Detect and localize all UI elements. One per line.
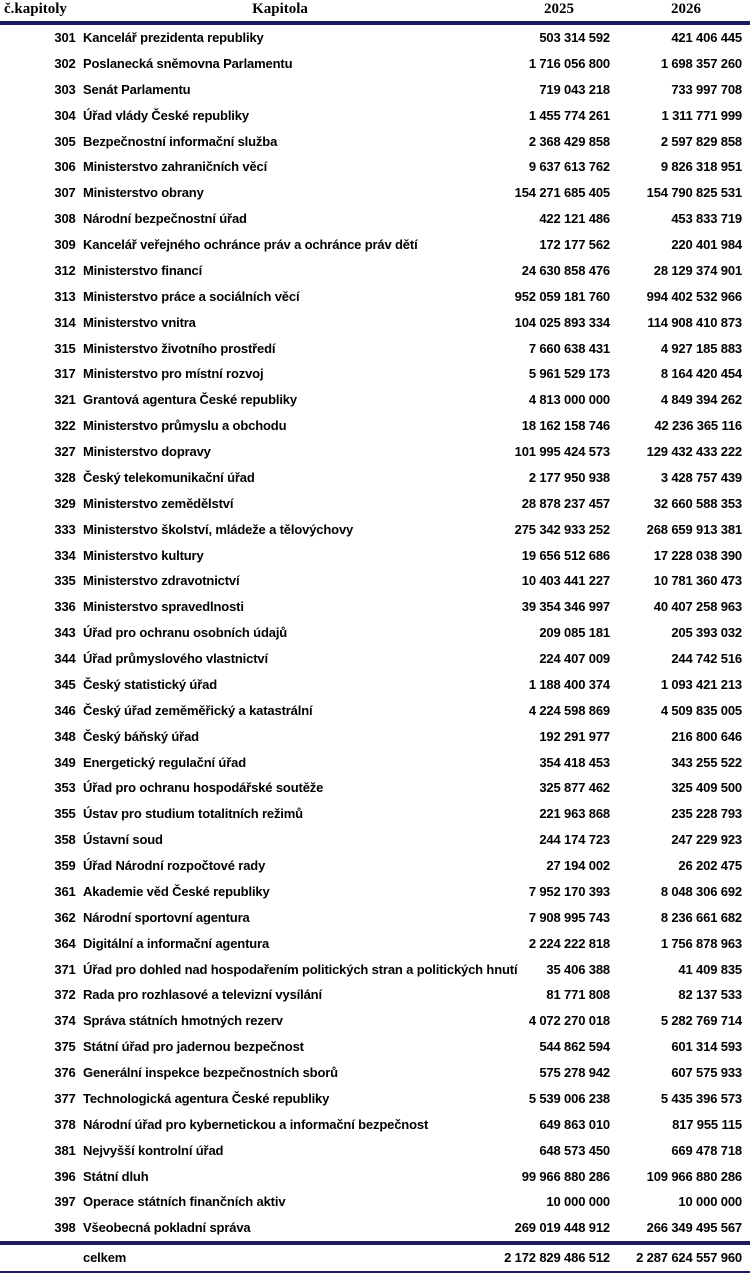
value-2025: 28 878 237 457 bbox=[521, 495, 610, 511]
table-row bbox=[0, 1112, 750, 1138]
chapter-number: 301 bbox=[54, 30, 76, 45]
value-2026: 205 393 032 bbox=[671, 625, 742, 641]
chapter-name: Ministerstvo dopravy bbox=[83, 444, 211, 459]
chapter-name: Ministerstvo vnitra bbox=[83, 314, 196, 330]
table-row bbox=[0, 853, 750, 879]
table-row bbox=[0, 517, 750, 543]
value-2025: 9 637 613 762 bbox=[528, 159, 610, 175]
chapter-number: 371 bbox=[54, 961, 76, 977]
value-2025: 503 314 592 bbox=[539, 30, 610, 45]
value-2026: 1 311 771 999 bbox=[661, 107, 742, 123]
chapter-name: Ministerstvo školství, mládeže a tělovýchovy bbox=[83, 521, 354, 537]
value-2025: 209 085 181 bbox=[539, 625, 610, 641]
chapter-number: 378 bbox=[54, 1116, 76, 1132]
value-2026: 2 597 829 858 bbox=[660, 133, 742, 149]
value-2025: 5 539 006 238 bbox=[528, 1090, 610, 1106]
value-2026: 28 129 374 901 bbox=[653, 262, 742, 278]
table-row bbox=[0, 620, 750, 646]
table-row bbox=[0, 1138, 750, 1164]
table-row bbox=[0, 258, 750, 284]
table-row bbox=[0, 543, 750, 569]
chapter-number: 304 bbox=[54, 107, 76, 123]
table-row bbox=[0, 465, 750, 491]
chapter-number: 359 bbox=[54, 858, 76, 873]
chapter-number: 346 bbox=[54, 702, 76, 718]
value-2026: 601 314 593 bbox=[671, 1039, 742, 1055]
table-row bbox=[0, 1034, 750, 1060]
table-row bbox=[0, 361, 750, 387]
table-row bbox=[0, 724, 750, 750]
value-2026: 4 927 185 883 bbox=[660, 340, 742, 356]
chapter-number: 329 bbox=[54, 495, 76, 511]
table-row bbox=[0, 387, 750, 413]
value-2026: 109 966 880 286 bbox=[646, 1168, 742, 1184]
table-row bbox=[0, 491, 750, 517]
chapter-name: Úřad pro dohled nad hospodařením politických stran a politických hnutí bbox=[83, 961, 518, 977]
chapter-number: 343 bbox=[54, 625, 76, 641]
value-2025: 19 656 512 686 bbox=[521, 547, 610, 563]
chapter-name: Ministerstvo zahraničních věcí bbox=[83, 159, 268, 175]
total-value-2026: 2 287 624 557 960 bbox=[636, 1250, 742, 1266]
chapter-number: 312 bbox=[54, 262, 76, 278]
chapter-name: Senát Parlamentu bbox=[83, 81, 191, 97]
value-2026: 129 432 433 222 bbox=[646, 444, 742, 459]
chapter-number: 377 bbox=[54, 1090, 76, 1106]
value-2026: 421 406 445 bbox=[671, 30, 742, 45]
table-row bbox=[0, 931, 750, 957]
table-row bbox=[0, 594, 750, 620]
table-row bbox=[0, 336, 750, 362]
value-2025: 2 368 429 858 bbox=[528, 133, 610, 149]
chapter-name: Ministerstvo pro místní rozvoj bbox=[83, 366, 264, 382]
table-row bbox=[0, 180, 750, 206]
chapter-name: Poslanecká sněmovna Parlamentu bbox=[83, 55, 293, 71]
chapter-name: Generální inspekce bezpečnostních sborů bbox=[83, 1065, 338, 1080]
value-2025: 24 630 858 476 bbox=[521, 262, 610, 278]
value-2025: 649 863 010 bbox=[539, 1116, 610, 1132]
value-2026: 235 228 793 bbox=[671, 806, 742, 822]
chapter-number: 327 bbox=[54, 444, 76, 459]
chapter-number: 362 bbox=[54, 909, 76, 925]
chapter-name: Digitální a informační agentura bbox=[83, 935, 270, 951]
chapter-number: 344 bbox=[54, 651, 76, 666]
value-2025: 269 019 448 912 bbox=[514, 1220, 610, 1236]
value-2026: 343 255 522 bbox=[671, 754, 742, 770]
value-2026: 216 800 646 bbox=[671, 728, 742, 744]
value-2026: 154 790 825 531 bbox=[646, 185, 742, 201]
chapter-number: 302 bbox=[54, 55, 76, 71]
chapter-name: Kancelář veřejného ochránce práv a ochránce práv dětí bbox=[83, 237, 418, 252]
table-row bbox=[0, 1189, 750, 1215]
chapter-number: 307 bbox=[54, 185, 76, 201]
value-2025: 4 072 270 018 bbox=[528, 1013, 610, 1029]
chapter-number: 398 bbox=[54, 1220, 76, 1236]
chapter-number: 349 bbox=[54, 754, 76, 770]
chapter-name: Úřad pro ochranu hospodářské soutěže bbox=[83, 780, 324, 796]
chapter-name: Ministerstvo práce a sociálních věcí bbox=[83, 288, 300, 304]
chapter-number: 315 bbox=[54, 340, 76, 356]
chapter-name: Ústav pro studium totalitních režimů bbox=[83, 806, 303, 822]
bottom-rule bbox=[0, 1271, 750, 1273]
chapter-number: 335 bbox=[54, 573, 76, 589]
value-2026: 26 202 475 bbox=[678, 858, 742, 873]
value-2026: 32 660 588 353 bbox=[653, 495, 742, 511]
value-2025: 104 025 893 334 bbox=[514, 314, 610, 330]
table-row bbox=[0, 439, 750, 465]
table-row bbox=[0, 827, 750, 853]
value-2026: 244 742 516 bbox=[671, 651, 742, 666]
value-2026: 325 409 500 bbox=[671, 780, 742, 796]
value-2026: 17 228 038 390 bbox=[653, 547, 742, 563]
value-2025: 5 961 529 173 bbox=[528, 366, 610, 382]
chapter-number: 355 bbox=[54, 806, 76, 822]
table-row bbox=[0, 982, 750, 1008]
table-row bbox=[0, 1008, 750, 1034]
chapter-name: Správa státních hmotných rezerv bbox=[83, 1013, 283, 1029]
value-2026: 41 409 835 bbox=[678, 961, 742, 977]
chapter-name: Ministerstvo kultury bbox=[83, 547, 204, 563]
header-chapter-number: č.kapitoly bbox=[4, 1, 67, 17]
chapter-name: Ministerstvo spravedlnosti bbox=[83, 599, 244, 615]
chapter-number: 358 bbox=[54, 832, 76, 848]
table-row bbox=[0, 232, 750, 258]
value-2026: 3 428 757 439 bbox=[660, 469, 742, 485]
value-2025: 192 291 977 bbox=[539, 728, 610, 744]
chapter-number: 333 bbox=[54, 521, 76, 537]
value-2025: 224 407 009 bbox=[539, 651, 610, 666]
table-row bbox=[0, 103, 750, 129]
value-2026: 733 997 708 bbox=[671, 81, 742, 97]
chapter-name: Nejvyšší kontrolní úřad bbox=[83, 1142, 224, 1158]
table-row bbox=[0, 957, 750, 983]
chapter-number: 328 bbox=[54, 469, 76, 485]
value-2025: 172 177 562 bbox=[539, 237, 610, 252]
value-2025: 719 043 218 bbox=[539, 81, 610, 97]
chapter-name: Úřad průmyslového vlastnictví bbox=[83, 651, 268, 666]
chapter-name: Státní dluh bbox=[83, 1168, 149, 1184]
table-row bbox=[0, 1215, 750, 1241]
chapter-number: 397 bbox=[54, 1194, 76, 1210]
chapter-name: Ministerstvo průmyslu a obchodu bbox=[83, 418, 287, 434]
chapter-number: 353 bbox=[54, 780, 76, 796]
table-body bbox=[0, 25, 750, 1241]
chapter-number: 348 bbox=[54, 728, 76, 744]
chapter-number: 376 bbox=[54, 1065, 76, 1080]
chapter-number: 322 bbox=[54, 418, 76, 434]
chapter-number: 396 bbox=[54, 1168, 76, 1184]
table-row bbox=[0, 646, 750, 672]
chapter-number: 317 bbox=[54, 366, 76, 382]
value-2026: 247 229 923 bbox=[671, 832, 742, 848]
value-2025: 18 162 158 746 bbox=[521, 418, 610, 434]
chapter-number: 313 bbox=[54, 288, 76, 304]
chapter-number: 364 bbox=[54, 935, 76, 951]
value-2025: 10 403 441 227 bbox=[521, 573, 610, 589]
value-2026: 9 826 318 951 bbox=[660, 159, 742, 175]
chapter-name: Ústavní soud bbox=[83, 832, 163, 848]
value-2026: 5 435 396 573 bbox=[660, 1090, 742, 1106]
table-row bbox=[0, 905, 750, 931]
value-2026: 220 401 984 bbox=[671, 237, 742, 252]
table-row bbox=[0, 154, 750, 180]
table-row bbox=[0, 1060, 750, 1086]
value-2025: 544 862 594 bbox=[539, 1039, 610, 1055]
chapter-number: 381 bbox=[54, 1142, 76, 1158]
value-2026: 607 575 933 bbox=[671, 1065, 742, 1080]
chapter-number: 306 bbox=[54, 159, 76, 175]
chapter-name: Český úřad zeměměřický a katastrální bbox=[83, 702, 313, 718]
chapter-name: Národní sportovní agentura bbox=[83, 909, 250, 925]
value-2026: 266 349 495 567 bbox=[646, 1220, 742, 1236]
chapter-name: Ministerstvo zdravotnictví bbox=[83, 573, 240, 589]
value-2025: 354 418 453 bbox=[539, 754, 610, 770]
table-row bbox=[0, 51, 750, 77]
value-2025: 10 000 000 bbox=[546, 1194, 610, 1210]
chapter-name: Všeobecná pokladní správa bbox=[83, 1220, 251, 1236]
chapter-name: Kancelář prezidenta republiky bbox=[83, 30, 264, 45]
chapter-name: Technologická agentura České republiky bbox=[83, 1090, 330, 1106]
chapter-name: Český telekomunikační úřad bbox=[83, 469, 255, 485]
value-2026: 40 407 258 963 bbox=[653, 599, 742, 615]
value-2026: 8 236 661 682 bbox=[660, 909, 742, 925]
value-2026: 8 164 420 454 bbox=[660, 366, 742, 382]
chapter-number: 321 bbox=[54, 392, 76, 408]
value-2025: 4 813 000 000 bbox=[528, 392, 610, 408]
chapter-name: Bezpečnostní informační služba bbox=[83, 133, 278, 149]
value-2025: 7 908 995 743 bbox=[528, 909, 610, 925]
chapter-number: 361 bbox=[54, 883, 76, 899]
chapter-name: Akademie věd České republiky bbox=[83, 883, 270, 899]
value-2026: 994 402 532 966 bbox=[646, 288, 742, 304]
table-row bbox=[0, 750, 750, 776]
chapter-number: 375 bbox=[54, 1039, 76, 1055]
value-2025: 575 278 942 bbox=[539, 1065, 610, 1080]
chapter-number: 308 bbox=[54, 211, 76, 227]
total-label: celkem bbox=[83, 1250, 127, 1266]
value-2026: 453 833 719 bbox=[671, 211, 742, 227]
value-2026: 82 137 533 bbox=[678, 987, 742, 1003]
table-row bbox=[0, 568, 750, 594]
chapter-name: Český báňský úřad bbox=[83, 728, 199, 744]
value-2026: 1 698 357 260 bbox=[660, 55, 742, 71]
value-2025: 275 342 933 252 bbox=[514, 521, 610, 537]
table-row bbox=[0, 413, 750, 439]
chapter-name: Energetický regulační úřad bbox=[83, 754, 246, 770]
total-row bbox=[0, 1245, 750, 1270]
chapter-name: Státní úřad pro jadernou bezpečnost bbox=[83, 1039, 304, 1055]
chapter-name: Úřad vlády České republiky bbox=[83, 107, 249, 123]
chapter-name: Grantová agentura České republiky bbox=[83, 392, 297, 408]
value-2025: 27 194 002 bbox=[546, 858, 610, 873]
table-row bbox=[0, 775, 750, 801]
value-2025: 1 188 400 374 bbox=[528, 676, 610, 692]
value-2025: 244 174 723 bbox=[539, 832, 610, 848]
chapter-number: 336 bbox=[54, 599, 76, 615]
table-row bbox=[0, 672, 750, 698]
header-year-2026: 2026 bbox=[671, 1, 701, 17]
header-chapter-name: Kapitola bbox=[252, 1, 308, 17]
value-2025: 648 573 450 bbox=[539, 1142, 610, 1158]
table-header-row bbox=[0, 0, 750, 21]
chapter-number: 372 bbox=[54, 987, 76, 1003]
chapter-number: 309 bbox=[54, 237, 76, 252]
value-2025: 1 455 774 261 bbox=[528, 107, 610, 123]
chapter-number: 314 bbox=[54, 314, 76, 330]
chapter-name: Český statistický úřad bbox=[83, 676, 217, 692]
value-2026: 10 781 360 473 bbox=[653, 573, 742, 589]
value-2025: 81 771 808 bbox=[546, 987, 610, 1003]
value-2025: 99 966 880 286 bbox=[521, 1168, 610, 1184]
chapter-name: Ministerstvo financí bbox=[83, 262, 203, 278]
table-row bbox=[0, 129, 750, 155]
value-2025: 35 406 388 bbox=[546, 961, 610, 977]
value-2026: 1 756 878 963 bbox=[660, 935, 742, 951]
table-row bbox=[0, 77, 750, 103]
value-2026: 8 048 306 692 bbox=[660, 883, 742, 899]
value-2026: 817 955 115 bbox=[672, 1116, 742, 1132]
table-row bbox=[0, 284, 750, 310]
table-row bbox=[0, 801, 750, 827]
chapter-number: 334 bbox=[54, 547, 76, 563]
value-2025: 101 995 424 573 bbox=[514, 444, 610, 459]
chapter-name: Operace státních finančních aktiv bbox=[83, 1194, 286, 1210]
chapter-name: Národní bezpečnostní úřad bbox=[83, 211, 247, 227]
value-2026: 268 659 913 381 bbox=[646, 521, 742, 537]
table-row bbox=[0, 698, 750, 724]
value-2026: 10 000 000 bbox=[678, 1194, 742, 1210]
chapter-number: 374 bbox=[54, 1013, 76, 1029]
value-2026: 4 509 835 005 bbox=[660, 702, 742, 718]
table-row bbox=[0, 25, 750, 51]
table-row bbox=[0, 310, 750, 336]
chapter-name: Národní úřad pro kybernetickou a informační bezpečnost bbox=[83, 1116, 429, 1132]
table-row bbox=[0, 206, 750, 232]
header-year-2025: 2025 bbox=[544, 1, 574, 17]
chapter-name: Ministerstvo obrany bbox=[83, 185, 204, 201]
value-2026: 5 282 769 714 bbox=[660, 1013, 742, 1029]
value-2025: 1 716 056 800 bbox=[528, 55, 610, 71]
value-2025: 154 271 685 405 bbox=[514, 185, 610, 201]
chapter-name: Úřad pro ochranu osobních údajů bbox=[83, 625, 288, 641]
chapter-name: Rada pro rozhlasové a televizní vysílání bbox=[83, 987, 322, 1003]
value-2025: 422 121 486 bbox=[539, 211, 610, 227]
table-row bbox=[0, 879, 750, 905]
value-2025: 7 952 170 393 bbox=[528, 883, 610, 899]
value-2026: 669 478 718 bbox=[671, 1142, 742, 1158]
chapter-number: 345 bbox=[54, 676, 76, 692]
chapter-number: 305 bbox=[54, 133, 76, 149]
value-2025: 325 877 462 bbox=[539, 780, 610, 796]
value-2025: 7 660 638 431 bbox=[528, 340, 610, 356]
chapter-name: Ministerstvo zemědělství bbox=[83, 495, 234, 511]
value-2026: 4 849 394 262 bbox=[660, 392, 742, 408]
chapter-name: Ministerstvo životního prostředí bbox=[83, 340, 276, 356]
value-2026: 42 236 365 116 bbox=[654, 418, 742, 434]
chapter-number: 303 bbox=[54, 81, 76, 97]
value-2025: 952 059 181 760 bbox=[514, 288, 610, 304]
total-value-2025: 2 172 829 486 512 bbox=[504, 1250, 610, 1266]
chapter-name: Úřad Národní rozpočtové rady bbox=[83, 858, 266, 873]
value-2025: 2 177 950 938 bbox=[528, 469, 610, 485]
value-2025: 221 963 868 bbox=[539, 806, 610, 822]
value-2025: 39 354 346 997 bbox=[521, 599, 610, 615]
table-row bbox=[0, 1164, 750, 1190]
value-2025: 4 224 598 869 bbox=[528, 702, 610, 718]
table-row bbox=[0, 1086, 750, 1112]
value-2025: 2 224 222 818 bbox=[528, 935, 610, 951]
value-2026: 1 093 421 213 bbox=[660, 676, 742, 692]
value-2026: 114 908 410 873 bbox=[647, 314, 742, 330]
